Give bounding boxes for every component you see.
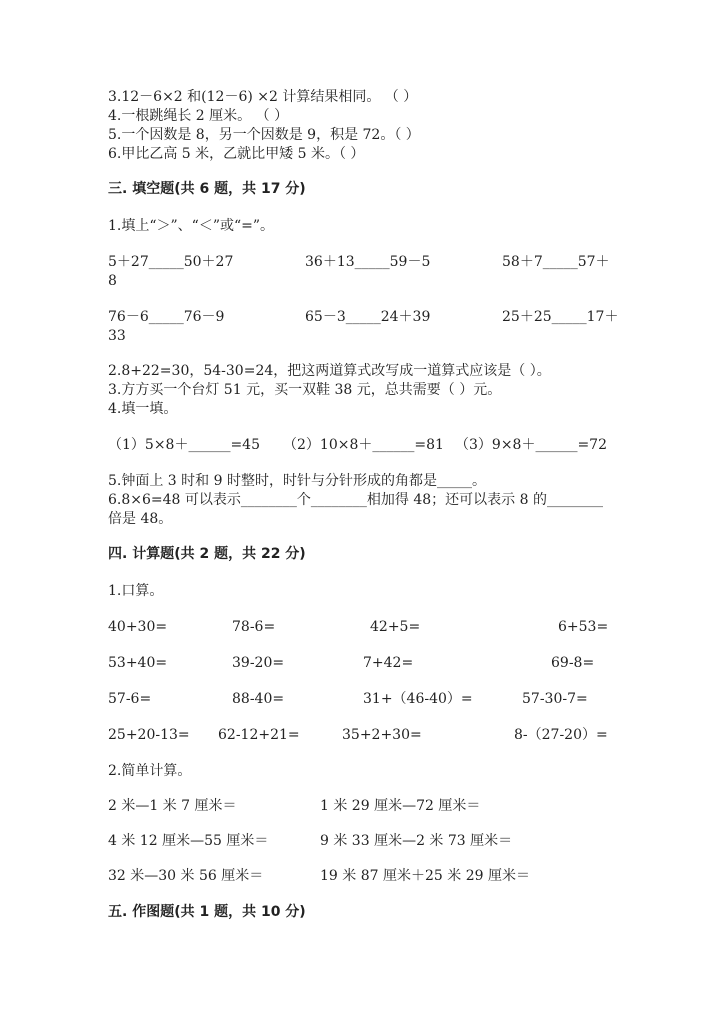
compare-cell: 76－6_____76－9 [108,309,225,325]
compare-cell: 36＋13_____59－5 [305,254,431,270]
simple-calc-item: 4 米 12 厘米—55 厘米＝ [108,833,269,849]
compare-cell-wrap: 8 [108,273,117,289]
compare-cell: 5＋27_____50＋27 [108,254,234,270]
section-5-title: 五. 作图题(共 1 题，共 10 分) [108,904,306,920]
judge-item-4: 4.一根跳绳长 2 厘米。 （ ） [108,108,289,124]
simple-calc-item: 32 米—30 米 56 厘米＝ [108,868,264,884]
simple-calc-item: 9 米 33 厘米—2 米 73 厘米＝ [320,833,513,849]
compare-cell: 25＋25_____17＋ [502,309,619,325]
simple-calc-item: 1 米 29 厘米—72 厘米＝ [320,798,481,814]
oral-calc-item: 53+40= [108,655,168,671]
simple-calc-item: 2 米—1 米 7 厘米＝ [108,798,237,814]
oral-calc-item: 25+20-13= [108,727,190,743]
oral-calc-item: 57-6= [108,691,152,707]
oral-calc-item: 62-12+21= [218,727,300,743]
fill-question-2: 2.8+22=30，54-30=24，把这两道算式改写成一道算式应该是（ ）。 [108,363,551,379]
fill-blank-cell: （2）10×8＋______=81 [283,437,444,453]
compare-cell: 65－3_____24＋39 [305,309,431,325]
oral-calc-item: 57-30-7= [522,691,588,707]
oral-calc-item: 69-8= [551,655,595,671]
oral-calc-item: 78-6= [232,619,276,635]
fill-question-1: 1.填上“＞”、“＜”或“=”。 [108,218,275,234]
oral-calc-item: 40+30= [108,619,168,635]
oral-calc-item: 31+（46-40）= [363,691,473,707]
judge-item-6: 6.甲比乙高 5 米，乙就比甲矮 5 米。（ ） [108,146,365,162]
oral-calc-item: 39-20= [232,655,285,671]
section-3-title: 三. 填空题(共 6 题，共 17 分) [108,181,306,197]
fill-question-3: 3.方方买一个台灯 51 元，买一双鞋 38 元，总共需要（ ）元。 [108,382,502,398]
fill-question-6-continued: 倍是 48。 [108,511,173,527]
calc-question-1: 1.口算。 [108,583,164,599]
fill-blank-cell: （1）5×8＋______=45 [108,437,260,453]
compare-cell-wrap: 33 [108,328,126,344]
oral-calc-item: 42+5= [370,619,421,635]
oral-calc-item: 88-40= [232,691,285,707]
section-4-title: 四. 计算题(共 2 题，共 22 分) [108,546,306,562]
oral-calc-item: 6+53= [558,619,609,635]
oral-calc-item: 8-（27-20）= [514,727,608,743]
oral-calc-item: 35+2+30= [342,727,422,743]
judge-item-3: 3.12－6×2 和(12－6) ×2 计算结果相同。 （ ） [108,89,418,105]
compare-cell: 58＋7_____57＋ [502,254,610,270]
oral-calc-item: 7+42= [363,655,414,671]
fill-blank-cell: （3）9×8＋______=72 [455,437,607,453]
fill-question-6: 6.8×6=48 可以表示________个________相加得 48；还可以表示 8 的________ [108,492,603,508]
calc-question-2: 2.简单计算。 [108,763,192,779]
simple-calc-item: 19 米 87 厘米＋25 米 29 厘米＝ [320,868,530,884]
fill-question-4: 4.填一填。 [108,401,178,417]
judge-item-5: 5.一个因数是 8，另一个因数是 9，积是 72。（ ） [108,127,420,143]
fill-question-5: 5.钟面上 3 时和 9 时整时，时针与分针形成的角都是_____。 [108,473,486,489]
